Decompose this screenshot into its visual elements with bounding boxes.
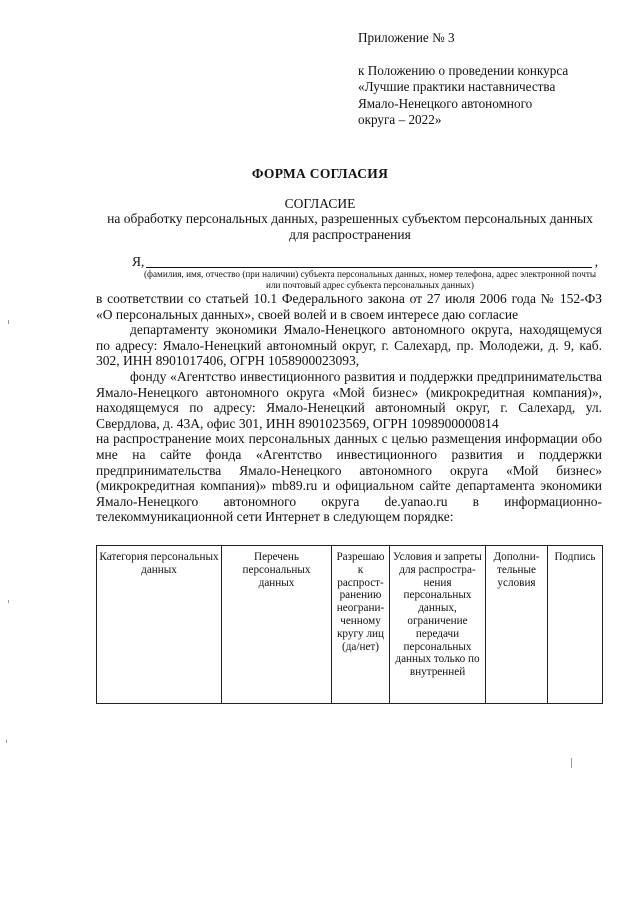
scan-speck [8,600,9,603]
consent-table [96,545,603,704]
declarant-blank-line [146,267,592,268]
scan-speck [8,320,9,324]
col-category: Категория персональных данных [97,546,222,704]
consent-subtitle: на обработку персональных данных, разрешенных субъектом персональных данных для распространения [107,211,593,242]
declarant-prefix: Я, [132,254,145,269]
form-title: ФОРМА СОГЛАСИЯ [251,166,389,181]
appendix-line: округа – 2022» [358,112,442,127]
paragraph-legal-basis: в соответствии со статьей 10.1 Федерального закона от 27 июля 2006 года № 152-ФЗ «О персональных данных», своей волей и в своем интересе даю согласие [96,291,602,322]
scan-speck [6,740,7,743]
paragraph-purpose: на распространение моих персональных данных с целью размещения информации обо мне на сайте фонда «Агентство инвестиционного развития и поддержки предпринимательства Ямало-Ненецкого автономного округа «Мой бизнес» (микрокредитная компания)» mb89.ru и официальном сайте департамента экономики Ямало-Ненецкого автономного округа de.yanao.ru в информационно-телекоммуникационной сети Интернет в следующем порядке: [96,431,602,525]
appendix-line: «Лучшие практики наставничества [358,79,556,94]
declarant-field[interactable] [132,254,602,270]
col-list: Перечень персональных данных [222,546,332,704]
paragraph-department: департаменту экономики Ямало-Ненецкого автономного округа, находящемуся по адресу: Ямало-Ненецкий автономный округ, г. Салехард, пр. Молодежи, д. 9, каб. 302, ИНН 8901017406, ОГРН 1058900023093, [96,322,602,369]
scan-speck [571,758,572,768]
declarant-hint: (фамилия, имя, отчество (при наличии) субъекта персональных данных, номер телефона, адрес электронной почты или почтовый адрес субъекта персональных данных) [143,269,597,290]
col-permission: Разрешаю к распрост-ранению неограни-ченному кругу лиц (да/нет) [332,546,390,704]
consent-title: СОГЛАСИЕ [284,196,356,211]
col-conditions: Условия и запреты для распростра-нения персональных данных, ограничение передачи персональных данных только по внутренней [390,546,486,704]
appendix-line: к Положению о проведении конкурса [358,62,569,78]
consent-body [96,291,602,525]
table-header-row [97,546,603,704]
col-signature: Подпись [548,546,603,704]
col-additional: Дополни-тельные условия [486,546,548,704]
paragraph-fund: фонду «Агентство инвестиционного развития и поддержки предпринимательства Ямало-Ненецкого автономного округа «Мой бизнес» (микрокредитная компания)», находящемуся по адресу: Ямало-Ненецкий автономный округ, г. Салехард, ул. Свердлова, д. 43А, офис 301, ИНН 8901023569, ОГРН 1098900000814 [96,368,602,431]
appendix-number: Приложение № 3 [358,30,455,45]
declarant-suffix: , [594,254,598,269]
appendix-block [358,30,628,129]
appendix-line: Ямало-Ненецкого автономного [358,95,533,111]
